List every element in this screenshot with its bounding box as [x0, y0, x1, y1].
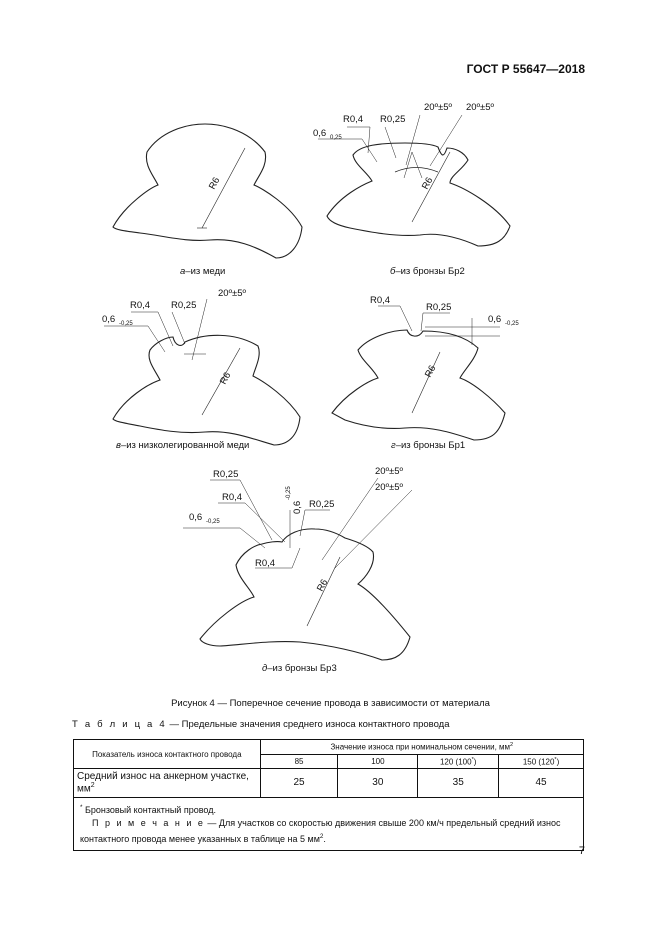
page-number: 7	[578, 845, 585, 857]
dim-w-d: 0,6	[189, 512, 203, 523]
dim-r6-g: R6	[422, 363, 439, 380]
dim-r6-b: R6	[419, 175, 436, 192]
value-120: 35	[418, 769, 499, 797]
dim-angle-d1: 20º±5º	[375, 466, 404, 477]
wear-limits-table	[73, 739, 584, 851]
footnote: * Бронзовый контактный провод.	[80, 803, 216, 815]
dim-r04-g: R0,4	[370, 295, 391, 306]
value-100: 30	[338, 769, 418, 797]
profile-v	[104, 299, 300, 445]
section-120: 120 (100*)	[418, 754, 499, 769]
figure-caption: Рисунок 4 — Поперечное сечение провода в зависимости от материала	[171, 698, 490, 709]
dim-r025-v: R0,25	[171, 300, 197, 311]
dim-tol-g: -0,25	[505, 321, 519, 327]
dim-angle-b1: 20º±5º	[424, 102, 453, 113]
dim-tol-v: -0,25	[119, 321, 133, 327]
table-caption: Т а б л и ц а 4 — Предельные значения среднего износа контактного провода	[72, 719, 450, 730]
profile-g	[332, 306, 505, 440]
dim-w-v: 0,6	[102, 314, 116, 325]
dim-angle-v: 20º±5º	[218, 288, 247, 299]
dim-angle-b2: 20º±5º	[466, 102, 495, 113]
caption-panel-a: а–из меди	[180, 266, 226, 277]
header-values: Значение износа при номинальном сечении, $мм^2$	[260, 740, 583, 755]
section-100: 100	[338, 754, 418, 769]
dim-r025-d2: R0,25	[309, 499, 335, 510]
dim-r04-d1: R0,4	[222, 492, 243, 503]
dim-w-g: 0,6	[488, 314, 502, 325]
dim-tol-d-vertical: -0,25	[286, 486, 292, 500]
caption-panel-b: б–из бронзы Бр2	[390, 266, 465, 277]
table-notes	[74, 797, 584, 850]
dim-r04-d2: R0,4	[255, 558, 276, 569]
dim-w-d-vertical: 0,6	[292, 500, 303, 514]
dim-r04-b: R0,4	[343, 114, 364, 125]
dim-r6-v: R6	[217, 370, 234, 387]
value-85: 25	[260, 769, 338, 797]
dim-tol-d: -0,25	[206, 519, 220, 525]
standard-header: ГОСТ Р 55647—2018	[466, 62, 585, 76]
note: П р и м е ч а н и е — Для участков со скоростью движения свыше 200 км/ч предельный средний износ контактного провода менее указанных в таблице на 5 $мм^2$.	[80, 817, 561, 844]
dim-r025-g: R0,25	[426, 302, 452, 313]
dim-angle-d2: 20º±5º	[375, 482, 404, 493]
dim-r6-a: R6	[206, 175, 223, 192]
caption-panel-v: в–из низколегированной меди	[116, 440, 250, 451]
dim-r025-b: R0,25	[380, 114, 406, 125]
dim-r6-d: R6	[314, 577, 331, 594]
section-150: 150 (120*)	[499, 754, 584, 769]
section-85: 85	[260, 754, 338, 769]
caption-panel-d: д–из бронзы Бр3	[262, 663, 337, 674]
dim-w-b: 0,6	[313, 128, 327, 139]
caption-panel-g: г–из бронзы Бр1	[391, 440, 466, 451]
profile-a	[113, 124, 302, 258]
dim-tol-b: 0,25	[330, 135, 342, 141]
row-label: Средний износ на анкерном участке, $мм^2$	[74, 769, 261, 797]
value-150: 45	[499, 769, 584, 797]
profile-b	[318, 115, 510, 246]
header-parameter: Показатель износа контактного провода	[74, 740, 261, 769]
dim-r04-v: R0,4	[130, 300, 151, 311]
dim-r025-d1: R0,25	[213, 469, 239, 480]
